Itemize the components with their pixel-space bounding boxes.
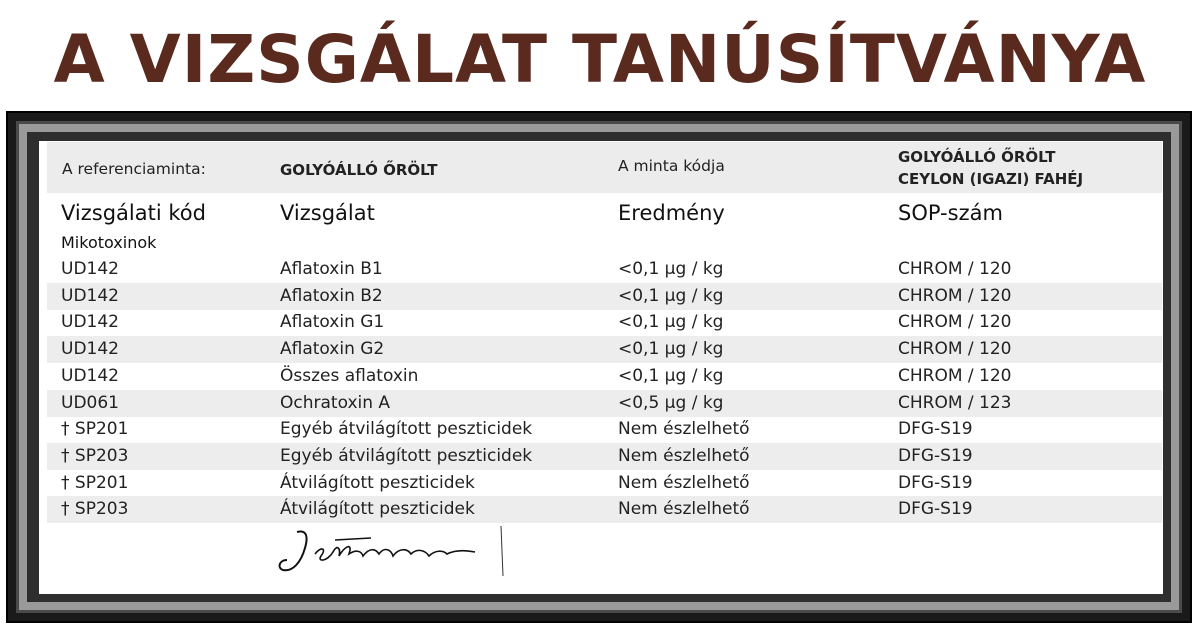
row-result: <0,1 µg / kg	[618, 365, 724, 386]
row-test: Átvilágított peszticidek	[280, 472, 475, 493]
row-test: Átvilágított peszticidek	[280, 499, 475, 520]
row-test: Egyéb átvilágított peszticidek	[280, 419, 533, 440]
row-sop: DFG-S19	[898, 419, 973, 440]
row-result: <0,1 µg / kg	[618, 339, 724, 360]
reference-label: A referenciaminta:	[62, 160, 206, 178]
row-result: Nem észlelhető	[618, 445, 750, 466]
row-result: <0,1 µg / kg	[618, 259, 724, 279]
row-result: <0,1 µg / kg	[618, 312, 724, 333]
row-sop: CHROM / 120	[898, 312, 1012, 333]
row-test: Aflatoxin B1	[280, 259, 383, 279]
table-row	[47, 363, 1162, 390]
row-code: UD142	[61, 259, 119, 279]
sample-code-value-line2: CEYLON (IGAZI) FAHÉJ	[898, 170, 1084, 188]
row-sop: CHROM / 120	[898, 259, 1012, 279]
column-header-result: Eredmény	[618, 201, 725, 225]
column-header-test: Vizsgálat	[280, 201, 375, 225]
row-sop: DFG-S19	[898, 472, 973, 493]
sample-code-label: A minta kódja	[618, 157, 725, 175]
row-code: UD061	[61, 392, 119, 413]
row-code: UD142	[61, 285, 119, 306]
row-result: Nem észlelhető	[618, 499, 750, 520]
row-code: † SP201	[61, 472, 129, 493]
table-row	[47, 496, 1162, 523]
row-test: Ochratoxin A	[280, 392, 391, 413]
table-row	[47, 443, 1162, 470]
row-result: Nem észlelhető	[618, 419, 750, 440]
table-row	[47, 390, 1162, 417]
row-test: Aflatoxin G1	[280, 312, 385, 333]
row-sop: DFG-S19	[898, 445, 973, 466]
row-sop: CHROM / 120	[898, 339, 1012, 360]
table-row	[47, 256, 1162, 283]
sample-code-value-line1: GOLYÓÁLLÓ ŐRÖLT	[898, 148, 1056, 166]
row-code: † SP203	[61, 499, 129, 520]
row-test: Aflatoxin G2	[280, 339, 385, 360]
table-row	[47, 309, 1162, 336]
row-result: <0,5 µg / kg	[618, 392, 724, 413]
section-label: Mikotoxinok	[61, 233, 157, 252]
row-sop: CHROM / 123	[898, 392, 1012, 413]
row-code: † SP201	[61, 419, 129, 440]
row-code: † SP203	[61, 445, 129, 466]
row-result: Nem észlelhető	[618, 472, 750, 493]
row-test: Aflatoxin B2	[280, 285, 383, 306]
row-result: <0,1 µg / kg	[618, 285, 724, 306]
table-row	[47, 470, 1162, 497]
handwritten-signature-icon	[275, 520, 515, 580]
certificate-title: A VIZSGÁLAT TANÚSÍTVÁNYA	[53, 21, 1147, 98]
row-sop: DFG-S19	[898, 499, 973, 520]
row-sop: CHROM / 120	[898, 285, 1012, 306]
row-test: Összes aflatoxin	[280, 365, 419, 386]
column-header-code: Vizsgálati kód	[61, 201, 206, 225]
row-code: UD142	[61, 365, 119, 386]
table-row	[47, 416, 1162, 443]
column-header-sop: SOP-szám	[898, 201, 1003, 225]
row-code: UD142	[61, 339, 119, 360]
row-code: UD142	[61, 312, 119, 333]
row-sop: CHROM / 120	[898, 365, 1012, 386]
reference-value: GOLYÓÁLLÓ ŐRÖLT	[280, 161, 438, 179]
table-row	[47, 283, 1162, 310]
row-test: Egyéb átvilágított peszticidek	[280, 445, 533, 466]
table-row	[47, 336, 1162, 363]
